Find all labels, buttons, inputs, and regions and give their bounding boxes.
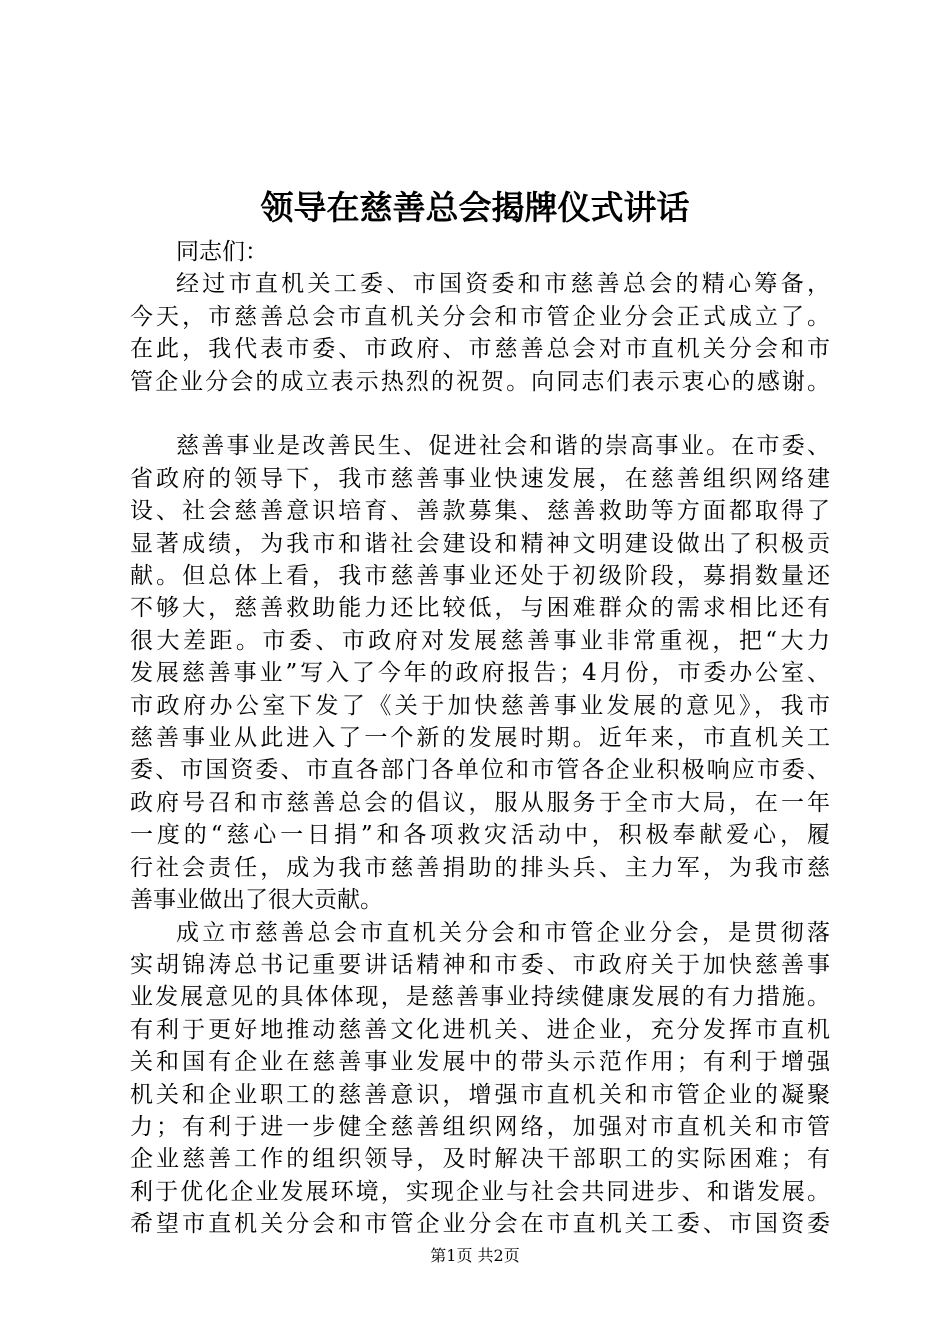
paragraph-line: 显著成绩，为我市和谐社会建设和精神文明建设做出了积极贡 [130, 530, 830, 557]
paragraph-line: 慈善事业是改善民生、促进社会和谐的崇高事业。在市委、 [176, 433, 830, 460]
paragraph-line: 有利于更好地推动慈善文化进机关、进企业，充分发挥市直机 [130, 1016, 830, 1043]
page-number-footer: 第1页 共2页 [430, 1246, 520, 1265]
paragraph-line: 在此，我代表市委、市政府、市慈善总会对市直机关分会和市 [130, 336, 830, 363]
paragraph-line: 一度的“慈心一日捐”和各项救灾活动中，积极奉献爱心，履 [130, 822, 830, 849]
paragraph-line: 献。但总体上看，我市慈善事业还处于初级阶段，募捐数量还 [130, 563, 830, 590]
paragraph-line: 省政府的领导下，我市慈善事业快速发展，在慈善组织网络建 [130, 465, 830, 492]
paragraph-line: 不够大，慈善救助能力还比较低，与困难群众的需求相比还有 [130, 595, 830, 622]
paragraph-line: 经过市直机关工委、市国资委和市慈善总会的精心筹备， [176, 271, 830, 298]
paragraph-line: 实胡锦涛总书记重要讲话精神和市委、市政府关于加快慈善事 [130, 951, 830, 978]
paragraph-1 [130, 268, 830, 398]
paragraph-line: 发展慈善事业”写入了今年的政府报告；4月份，市委办公室、 [130, 660, 830, 687]
paragraph-line: 善事业做出了很大贡献。 [130, 887, 383, 914]
document-title: 领导在慈善总会揭牌仪式讲话 [260, 188, 690, 227]
paragraph-line: 成立市慈善总会市直机关分会和市管企业分会，是贯彻落 [176, 919, 830, 946]
paragraph-line: 机关和企业职工的慈善意识，增强市直机关和市管企业的凝聚 [130, 1081, 830, 1108]
paragraph-gap [130, 398, 830, 430]
salutation: 同志们： [176, 239, 268, 265]
paragraph-line: 政府号召和市慈善总会的倡议，服从服务于全市大局，在一年 [130, 789, 830, 816]
paragraph-3 [130, 917, 830, 1241]
paragraph-line: 关和国有企业在慈善事业发展中的带头示范作用；有利于增强 [130, 1049, 830, 1076]
paragraph-2 [130, 430, 830, 916]
paragraph-line: 管企业分会的成立表示热烈的祝贺。向同志们表示衷心的感谢。 [130, 368, 830, 395]
paragraph-line: 市政府办公室下发了《关于加快慈善事业发展的意见》，我市 [130, 692, 830, 719]
paragraph-line: 希望市直机关分会和市管企业分会在市直机关工委、市国资委 [130, 1211, 830, 1238]
paragraph-line: 企业慈善工作的组织领导，及时解决干部职工的实际困难；有 [130, 1146, 830, 1173]
paragraph-line: 利于优化企业发展环境，实现企业与社会共同进步、和谐发展。 [130, 1178, 830, 1205]
paragraph-line: 业发展意见的具体体现，是慈善事业持续健康发展的有力措施。 [130, 984, 830, 1011]
paragraph-line: 今天，市慈善总会市直机关分会和市管企业分会正式成立了。 [130, 303, 830, 330]
paragraph-line: 力；有利于进一步健全慈善组织网络，加强对市直机关和市管 [130, 1113, 830, 1140]
paragraph-line: 委、市国资委、市直各部门各单位和市管各企业积极响应市委、 [130, 757, 830, 784]
paragraph-line: 设、社会慈善意识培育、善款募集、慈善救助等方面都取得了 [130, 498, 830, 525]
document-body [130, 236, 830, 1241]
paragraph-line: 慈善事业从此进入了一个新的发展时期。近年来，市直机关工 [130, 725, 830, 752]
paragraph-line: 很大差距。市委、市政府对发展慈善事业非常重视，把“大力 [130, 627, 830, 654]
paragraph-line: 行社会责任，成为我市慈善捐助的排头兵、主力军，为我市慈 [130, 854, 830, 881]
